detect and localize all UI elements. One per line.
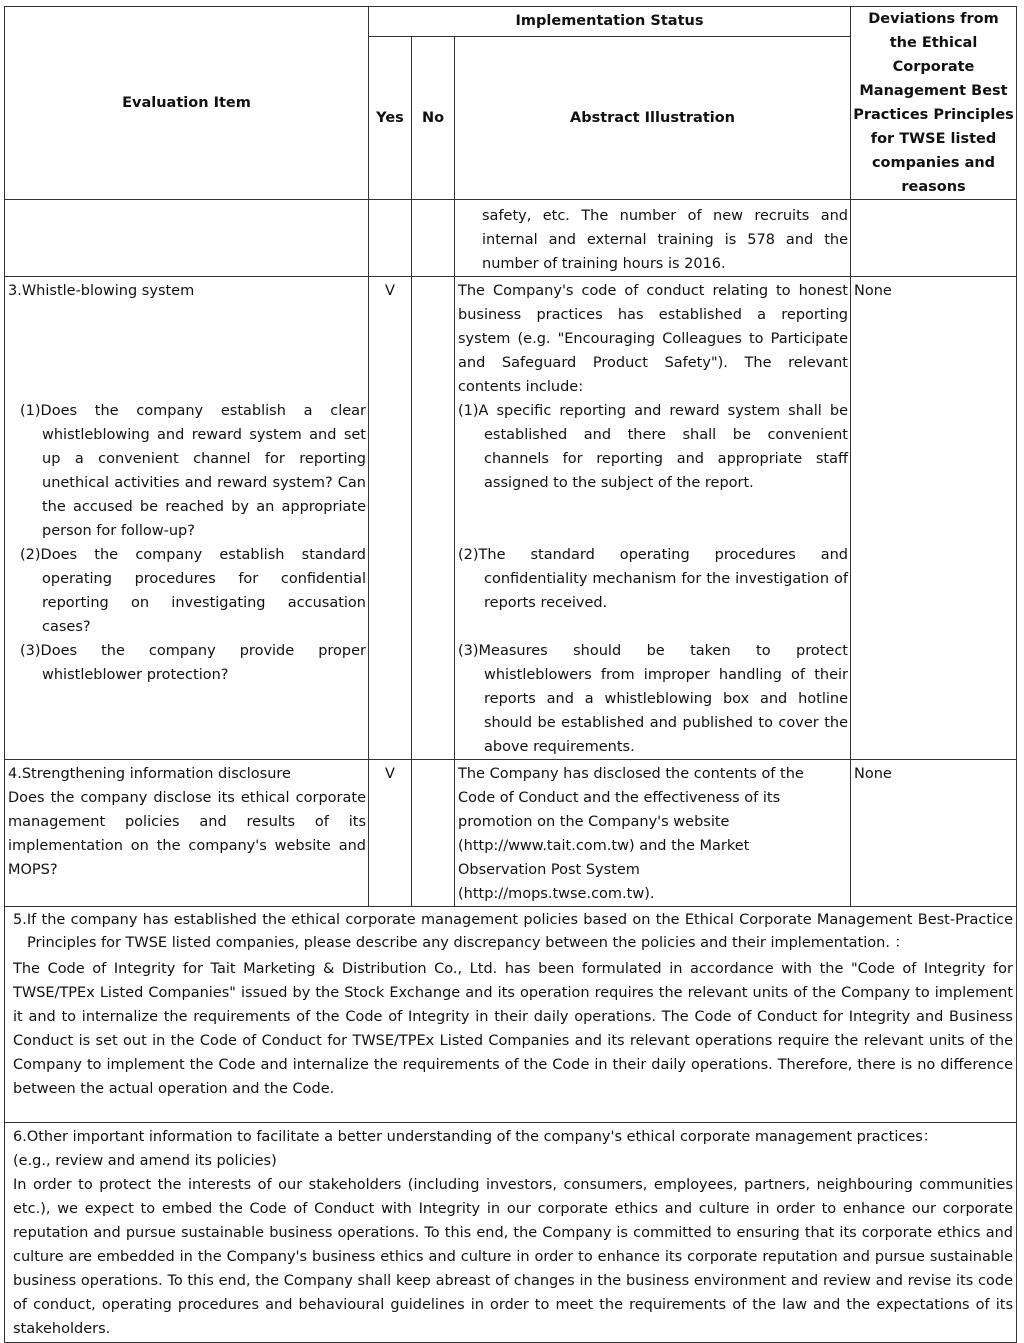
- row6-intro: 6.Other important information to facilitate a better understanding of the company's ethical corporate management practices：: [13, 1129, 938, 1145]
- row-continuation: [5, 200, 1017, 277]
- row3-answer-2: (2)The standard operating procedures and confidentiality mechanism for the investigation of reports received.: [458, 547, 848, 611]
- row3-yes: V: [369, 277, 412, 760]
- row4-no: [412, 760, 455, 907]
- cont-no-cell: [412, 200, 455, 277]
- row-information-disclosure: [5, 760, 1017, 907]
- row3-question-1: (1)Does the company establish a clear whistleblowing and reward system and set up a convenient channel for reporting unethical activities and reward system? Can the accused be reached by an appropriate person for follow-up?: [20, 403, 366, 539]
- evaluation-table: [4, 6, 1017, 1343]
- cont-item-cell: [5, 200, 369, 277]
- header-deviations: Deviations from the Ethical Corporate Management Best Practices Principles for TWSE listed companies and reasons: [851, 7, 1017, 200]
- row5-cell: [5, 907, 1017, 1123]
- row3-answer-1: (1)A specific reporting and reward system shall be established and there shall be convenient channels for reporting and appropriate staff assigned to the subject of the report.: [458, 403, 848, 491]
- row3-abstract-cell: [455, 277, 851, 760]
- row-whistle-blowing: [5, 277, 1017, 760]
- row4-abstract: The Company has disclosed the contents of the Code of Conduct and the effectiveness of its promotion on the Company's website (http://www.tait.com.tw) and the Market Observation Post System (http://mops.twse.com.tw).: [455, 760, 851, 907]
- row3-title: 3.Whistle-blowing system: [8, 283, 195, 299]
- row4-deviation: None: [851, 760, 1017, 907]
- row-other-information: [5, 1123, 1017, 1343]
- row3-question-3: (3)Does the company provide proper whistleblower protection?: [20, 643, 366, 683]
- header-yes: Yes: [369, 36, 412, 199]
- header-row-top: [5, 7, 1017, 37]
- row3-no: [412, 277, 455, 760]
- header-no: No: [412, 36, 455, 199]
- header-abstract: Abstract Illustration: [455, 36, 851, 199]
- header-evaluation-item: Evaluation Item: [5, 7, 369, 200]
- row3-answer-3: (3)Measures should be taken to protect whistleblowers from improper handling of their reports and a whistleblowing box and hotline should be established and published to cover the above requirements.: [458, 643, 848, 755]
- row4-item-cell: [5, 760, 369, 907]
- ethical-management-table-page: [4, 6, 1016, 1343]
- row3-intro: The Company's code of conduct relating to honest business practices has established a reporting system (e.g. "Encouraging Colleagues to Participate and Safeguard Product Safety"). The relevant contents include:: [458, 283, 848, 395]
- row5-body: The Code of Integrity for Tait Marketing & Distribution Co., Ltd. has been formulated in accordance with the "Code of Integrity for TWSE/TPEx Listed Companies" issued by the Stock Exchange and its operation requires the relevant units of the Company to implement it and to internalize the requirements of the Code of Integrity in their daily operations. The Code of Conduct for Integrity and Business Conduct is set out in the Code of Conduct for TWSE/TPEx Listed Companies and its relevant operations require the relevant units of the Company to implement the Code and internalize the requirements of the Code in their daily operations. Therefore, there is no difference between the actual operation and the Code.: [13, 961, 1013, 1097]
- cont-abstract: safety, etc. The number of new recruits and internal and external training is 578 and the number of training hours is 2016.: [455, 200, 851, 277]
- row3-deviation: None: [851, 277, 1017, 760]
- row6-cell: [5, 1123, 1017, 1343]
- row-discrepancy: [5, 907, 1017, 1123]
- header-implementation-status: Implementation Status: [369, 7, 851, 37]
- row3-question-2: (2)Does the company establish standard operating procedures for confidential reporting on investigating accusation cases?: [20, 547, 366, 635]
- row4-question: Does the company disclose its ethical corporate management policies and results of its implementation on the company's website and MOPS?: [8, 790, 366, 878]
- cont-yes-cell: [369, 200, 412, 277]
- row6-body: In order to protect the interests of our stakeholders (including investors, consumers, employees, partners, neighbouring communities etc.), we expect to embed the Code of Conduct with Integrity in our corporate ethics and culture in order to enhance our corporate reputation and pursue sustainable business operations. To this end, the Company is committed to ensuring that its corporate ethics and culture are embedded in the Company's business ethics and culture in order to enhance its corporate reputation and pursue sustainable business operations. To this end, the Company shall keep abreast of changes in the business environment and review and revise its code of conduct, operating procedures and behavioural guidelines in order to meet the requirements of the law and the expectations of its stakeholders.: [13, 1177, 1013, 1337]
- row6-sub: (e.g., review and amend its policies): [13, 1153, 277, 1169]
- row4-title: 4.Strengthening information disclosure: [8, 766, 291, 782]
- row4-yes: V: [369, 760, 412, 907]
- cont-deviation-cell: [851, 200, 1017, 277]
- row5-intro: 5.If the company has established the ethical corporate management policies based on the Ethical Corporate Management Best-Practice Principles for TWSE listed companies, please describe any discrepancy between the policies and their implementation. ：: [13, 912, 1013, 951]
- row3-item-cell: [5, 277, 369, 760]
